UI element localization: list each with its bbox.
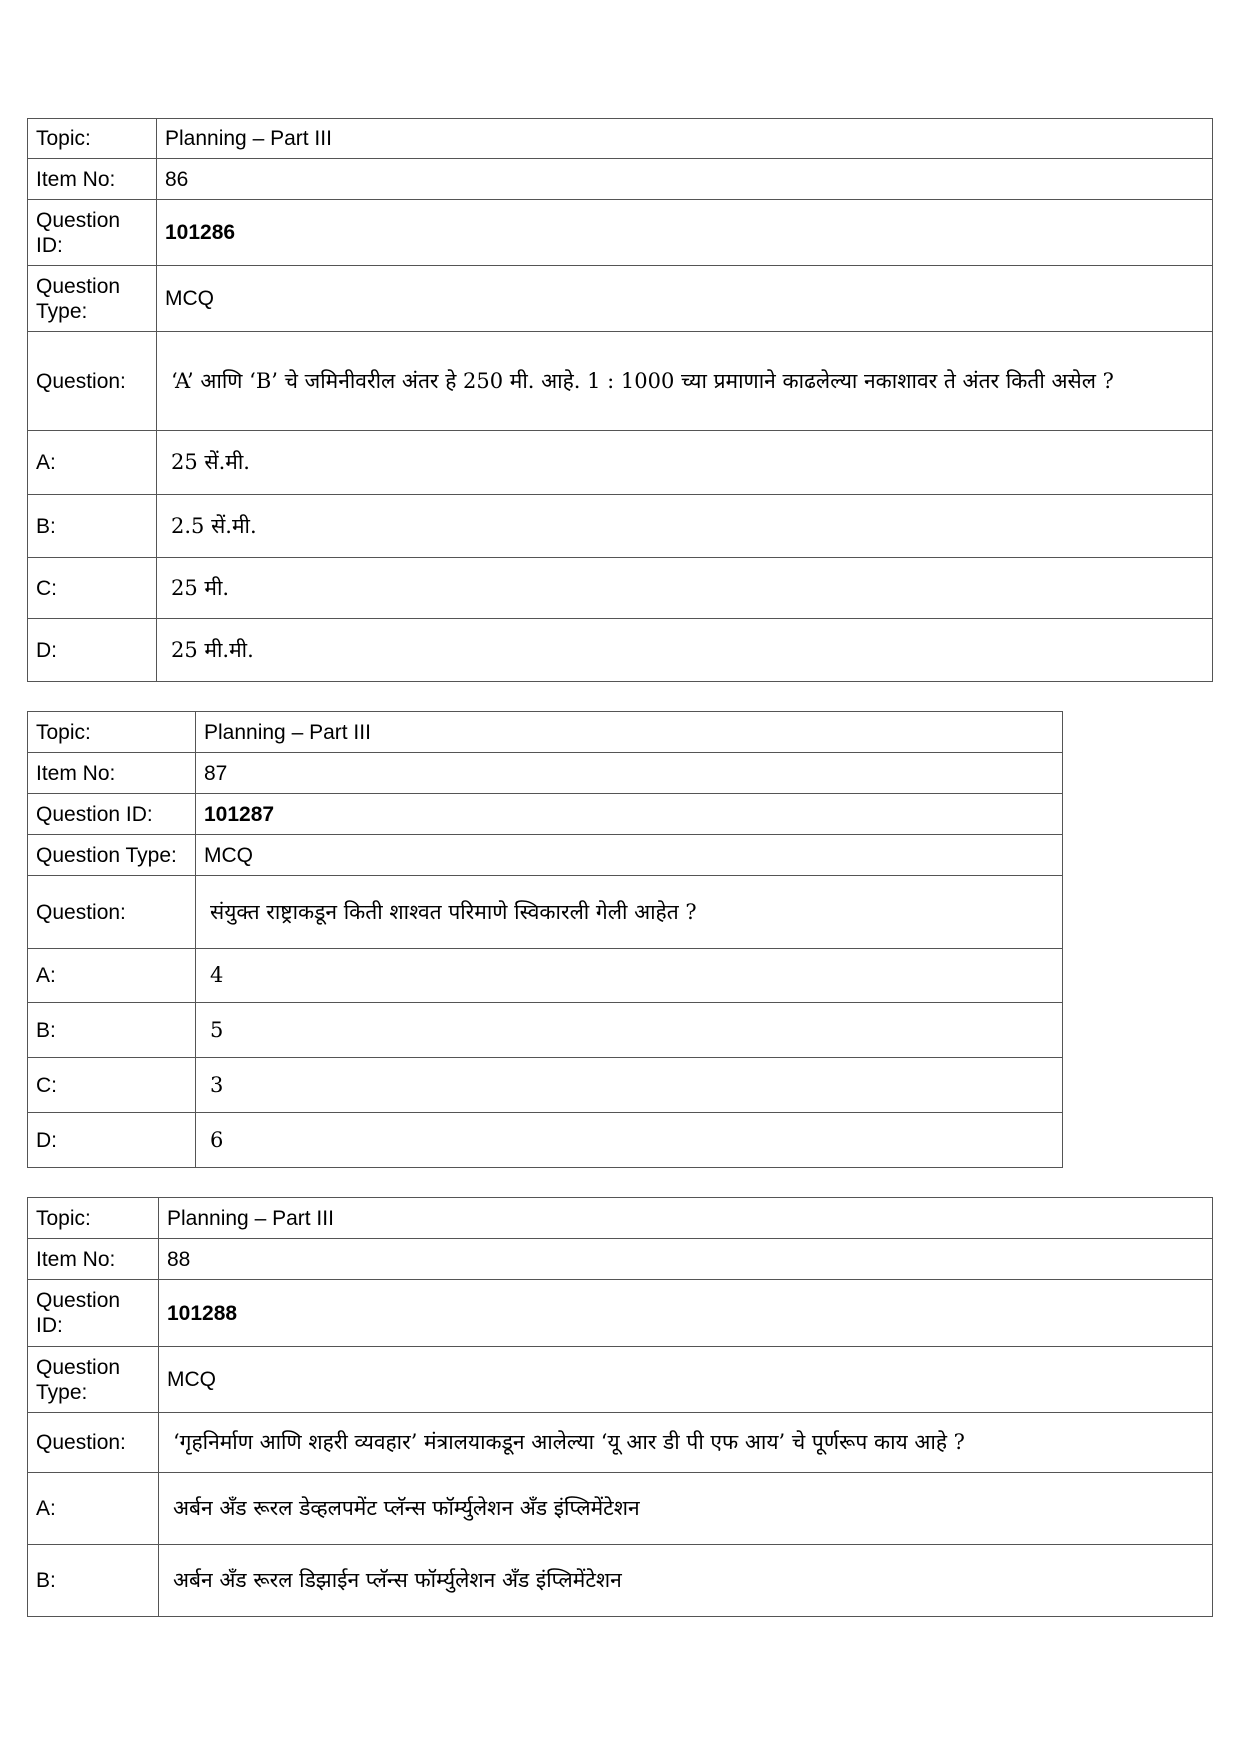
item-no-label: Item No: (28, 753, 196, 794)
question-type-value: MCQ (196, 835, 1063, 876)
item-no-value: 88 (159, 1239, 1213, 1280)
question-text: ‘गृहनिर्माण आणि शहरी व्यवहार’ मंत्रालयाकडून आलेल्या ‘यू आर डी पी एफ आय’ चे पूर्णरूप काय आहे ? (159, 1413, 1213, 1473)
option-b-label: B: (28, 1003, 196, 1058)
option-c-label: C: (28, 558, 157, 619)
question-label: Question: (28, 876, 196, 949)
topic-value: Planning – Part III (196, 712, 1063, 753)
question-id-value: 101287 (196, 794, 1063, 835)
option-d-text: 25 मी.मी. (157, 619, 1213, 682)
question-id-value: 101288 (159, 1280, 1213, 1347)
question-type-value: MCQ (157, 266, 1213, 332)
topic-value: Planning – Part III (159, 1198, 1213, 1239)
question-table-86 (27, 118, 1213, 682)
option-d-text: 6 (196, 1113, 1063, 1168)
option-a-label: A: (28, 431, 157, 495)
option-a-label: A: (28, 949, 196, 1003)
item-no-label: Item No: (28, 159, 157, 200)
option-b-label: B: (28, 495, 157, 558)
question-type-label: Question Type: (28, 1347, 159, 1413)
option-b-label: B: (28, 1545, 159, 1617)
option-a-text: 4 (196, 949, 1063, 1003)
question-label: Question: (28, 332, 157, 431)
item-no-value: 87 (196, 753, 1063, 794)
option-a-text: 25 सें.मी. (157, 431, 1213, 495)
topic-label: Topic: (28, 119, 157, 159)
question-table-87 (27, 711, 1063, 1168)
question-id-label: Question ID: (28, 200, 157, 266)
topic-label: Topic: (28, 1198, 159, 1239)
question-type-label: Question Type: (28, 835, 196, 876)
option-b-text: 2.5 सें.मी. (157, 495, 1213, 558)
question-id-label: Question ID: (28, 794, 196, 835)
question-type-label: Question Type: (28, 266, 157, 332)
item-no-value: 86 (157, 159, 1213, 200)
option-d-label: D: (28, 1113, 196, 1168)
question-id-value: 101286 (157, 200, 1213, 266)
option-b-text: अर्बन अँड रूरल डिझाईन प्लॅन्स फॉर्म्युलेशन अँड इंप्लिमेंटेशन (159, 1545, 1213, 1617)
question-text: संयुक्त राष्ट्राकडून किती शाश्वत परिमाणे स्विकारली गेली आहेत ? (196, 876, 1063, 949)
option-a-label: A: (28, 1473, 159, 1545)
option-d-label: D: (28, 619, 157, 682)
question-text: ‘A’ आणि ‘B’ चे जमिनीवरील अंतर हे 250 मी. आहे. 1 : 1000 च्या प्रमाणाने काढलेल्या नकाशावर ते अंतर किती असेल ? (157, 332, 1213, 431)
option-c-text: 25 मी. (157, 558, 1213, 619)
option-b-text: 5 (196, 1003, 1063, 1058)
item-no-label: Item No: (28, 1239, 159, 1280)
question-id-label: Question ID: (28, 1280, 159, 1347)
option-c-text: 3 (196, 1058, 1063, 1113)
topic-label: Topic: (28, 712, 196, 753)
topic-value: Planning – Part III (157, 119, 1213, 159)
question-label: Question: (28, 1413, 159, 1473)
question-table-88 (27, 1197, 1213, 1617)
option-c-label: C: (28, 1058, 196, 1113)
option-a-text: अर्बन अँड रूरल डेव्हलपमेंट प्लॅन्स फॉर्म्युलेशन अँड इंप्लिमेंटेशन (159, 1473, 1213, 1545)
question-type-value: MCQ (159, 1347, 1213, 1413)
